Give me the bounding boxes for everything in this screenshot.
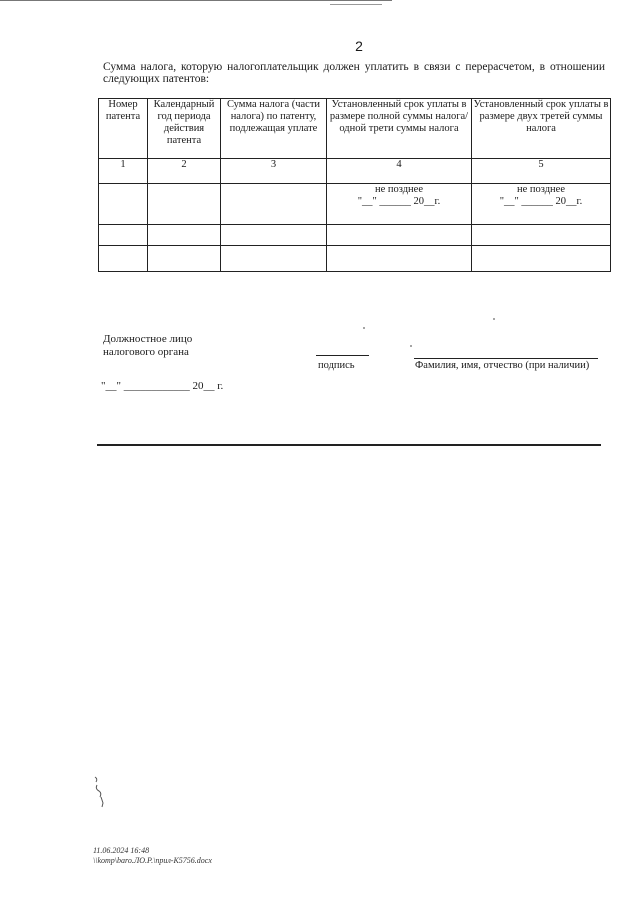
header-deadline-full: Установленный срок уплаты в размере полной суммы налога/ одной трети суммы налога (327, 99, 472, 159)
footer-timestamp: 11.06.2024 16:48 (93, 846, 150, 855)
footer-stamp (93, 846, 212, 866)
deadline-label: не позднее (374, 184, 423, 195)
header-tax-amount: Сумма налога (части налога) по патенту, подлежащая уплате (221, 99, 327, 159)
footer-file-path: \\komp\baro.ЛО.Р.\прил-К5756.docx (93, 856, 212, 865)
column-number: 5 (472, 159, 611, 184)
column-number-row (99, 159, 611, 184)
header-deadline-two-thirds: Установленный срок уплаты в размере двух третей суммы налога (472, 99, 611, 159)
deadline-date: "__" ______ 20__г. (499, 196, 583, 207)
table-cell[interactable] (221, 184, 327, 225)
bottom-divider (97, 444, 601, 446)
signing-date: "__" ____________ 20__ г. (101, 380, 224, 392)
column-number: 3 (221, 159, 327, 184)
table-cell[interactable] (148, 246, 221, 272)
table-cell[interactable] (472, 225, 611, 246)
column-number: 2 (148, 159, 221, 184)
table-cell[interactable] (148, 184, 221, 225)
table-header-row (99, 99, 611, 159)
table-row (99, 225, 611, 246)
table-cell[interactable] (99, 246, 148, 272)
full-name-label: Фамилия, имя, отчество (при наличии) (415, 360, 590, 371)
full-name-line[interactable] (414, 358, 598, 359)
table-cell[interactable] (99, 225, 148, 246)
table-cell[interactable] (327, 246, 472, 272)
deadline-label: не позднее (516, 184, 565, 195)
signature-label: подпись (318, 360, 355, 371)
column-number: 4 (327, 159, 472, 184)
deadline-cell-full[interactable] (327, 184, 472, 225)
intro-text: Сумма налога, которую налогоплательщик должен уплатить в связи с перерасчетом, в отношении следующих патентов: (103, 61, 605, 85)
scan-speck (363, 327, 365, 329)
column-number: 1 (99, 159, 148, 184)
table-row (99, 246, 611, 272)
scan-top-rule-short (330, 4, 382, 5)
scan-speck (410, 345, 412, 347)
table-cell[interactable] (99, 184, 148, 225)
handwritten-mark-icon (92, 775, 112, 809)
page-number: 2 (355, 38, 363, 54)
patents-table (98, 98, 611, 272)
table-cell[interactable] (148, 225, 221, 246)
official-label-line1: Должностное лицо (103, 333, 193, 345)
table-cell[interactable] (221, 246, 327, 272)
table-cell[interactable] (327, 225, 472, 246)
scan-speck (493, 318, 495, 320)
table-cell[interactable] (221, 225, 327, 246)
table-row (99, 184, 611, 225)
table-cell[interactable] (472, 246, 611, 272)
header-calendar-year: Календарный год периода действия патента (148, 99, 221, 159)
deadline-date: "__" ______ 20__г. (357, 196, 441, 207)
deadline-cell-two-thirds[interactable] (472, 184, 611, 225)
signature-line[interactable] (316, 355, 369, 356)
scan-top-rule (0, 0, 392, 1)
header-patent-number: Номер патента (99, 99, 148, 159)
official-label (103, 333, 253, 359)
official-label-line2: налогового органа (103, 346, 189, 358)
